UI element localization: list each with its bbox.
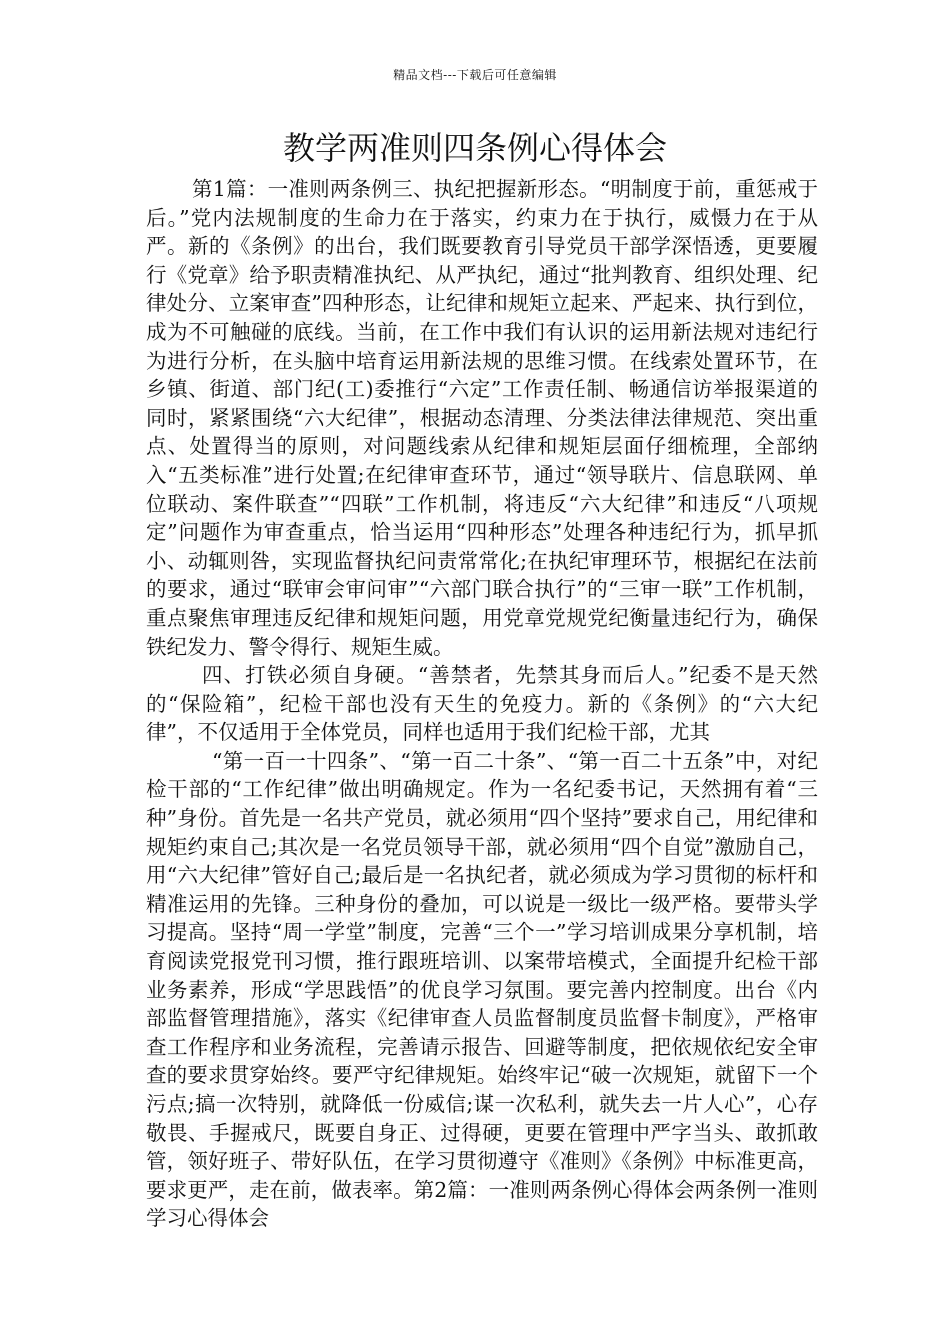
document-title: 教学两准则四条例心得体会	[282, 129, 667, 167]
body-paragraph: 四、打铁必须自身硬。“善禁者，先禁其身而后人。”纪委不是天然的“保险箱”，纪检干部也没有天生的免疫力。新的《条例》的“六大纪律”，不仅适用于全体党员，同样也适用于我们纪检干部，尤其	[146, 663, 818, 745]
page-header-note: 精品文档---下载后可任意编辑	[393, 68, 557, 82]
document-body	[146, 175, 818, 1233]
body-paragraph: “第一百一十四条”、“第一百二十条”、“第一百二十五条”中，对纪检干部的“工作纪律”做出明确规定。作为一名纪委书记，天然拥有着“三种”身份。首先是一名共产党员，就必须用“四个坚持”要求自己，用纪律和规矩约束自己;其次是一名党员领导干部，就必须用“四个自觉”激励自己，用“六大纪律”管好自己;最后是一名执纪者，就必须成为学习贯彻的标杆和精准运用的先锋。三种身份的叠加，可以说是一级比一级严格。要带头学习提高。坚持“周一学堂”制度，完善“三个一”学习培训成果分享机制，培育阅读党报党刊习惯，推行跟班培训、以案带培模式，全面提升纪检干部业务素养，形成“学思践悟”的优良学习氛围。要完善内控制度。出台《内部监督管理措施》，落实《纪律审查人员监督制度员监督卡制度》，严格审查工作程序和业务流程，完善请示报告、回避等制度，把依规依纪安全审查的要求贯穿始终。要严守纪律规矩。始终牢记“破一次规矩，就留下一个污点;搞一次特别，就降低一份威信;谋一次私利，就失去一片人心”，心存敬畏、手握戒尺，既要自身正、过得硬，更要在管理中严字当头、敢抓敢管，领好班子、带好队伍，在学习贯彻遵守《准则》《条例》中标准更高，要求更严，走在前，做表率。第2篇：一准则两条例心得体会两条例一准则学习心得体会	[146, 748, 818, 1231]
body-paragraph: 第1篇：一准则两条例三、执纪把握新形态。“明制度于前，重惩戒于后。”党内法规制度的生命力在于落实，约束力在于执行，威慑力在于从严。新的《条例》的出台，我们既要教育引导党员干部学深悟透，更要履行《党章》给予职责精准执纪、从严执纪，通过“批判教育、组织处理、纪律处分、立案审查”四种形态，让纪律和规矩立起来、严起来、执行到位，成为不可触碰的底线。当前，在工作中我们有认识的运用新法规对违纪行为进行分析，在头脑中培育运用新法规的思维习惯。在线索处置环节，在乡镇、街道、部门纪(工)委推行“六定”工作责任制、畅通信访举报渠道的同时，紧紧围绕“六大纪律”，根据动态清理、分类法律法律规范、突出重点、处置得当的原则，对问题线索从纪律和规矩层面仔细梳理，全部纳入“五类标准”进行处置;在纪律审查环节，通过“领导联片、信息联网、单位联动、案件联查”“四联”工作机制，将违反“六大纪律”和违反“八项规定”问题作为审查重点，恰当运用“四种形态”处理各种违纪行为，抓早抓小、动辄则咎，实现监督执纪问责常常化;在执纪审理环节，根据纪在法前的要求，通过“联审会审问审”“六部门联合执行”的“三审一联”工作机制，重点聚焦审理违反纪律和规矩问题，用党章党规党纪衡量违纪行为，确保铁纪发力、警令得行、规矩生威。	[146, 177, 818, 659]
